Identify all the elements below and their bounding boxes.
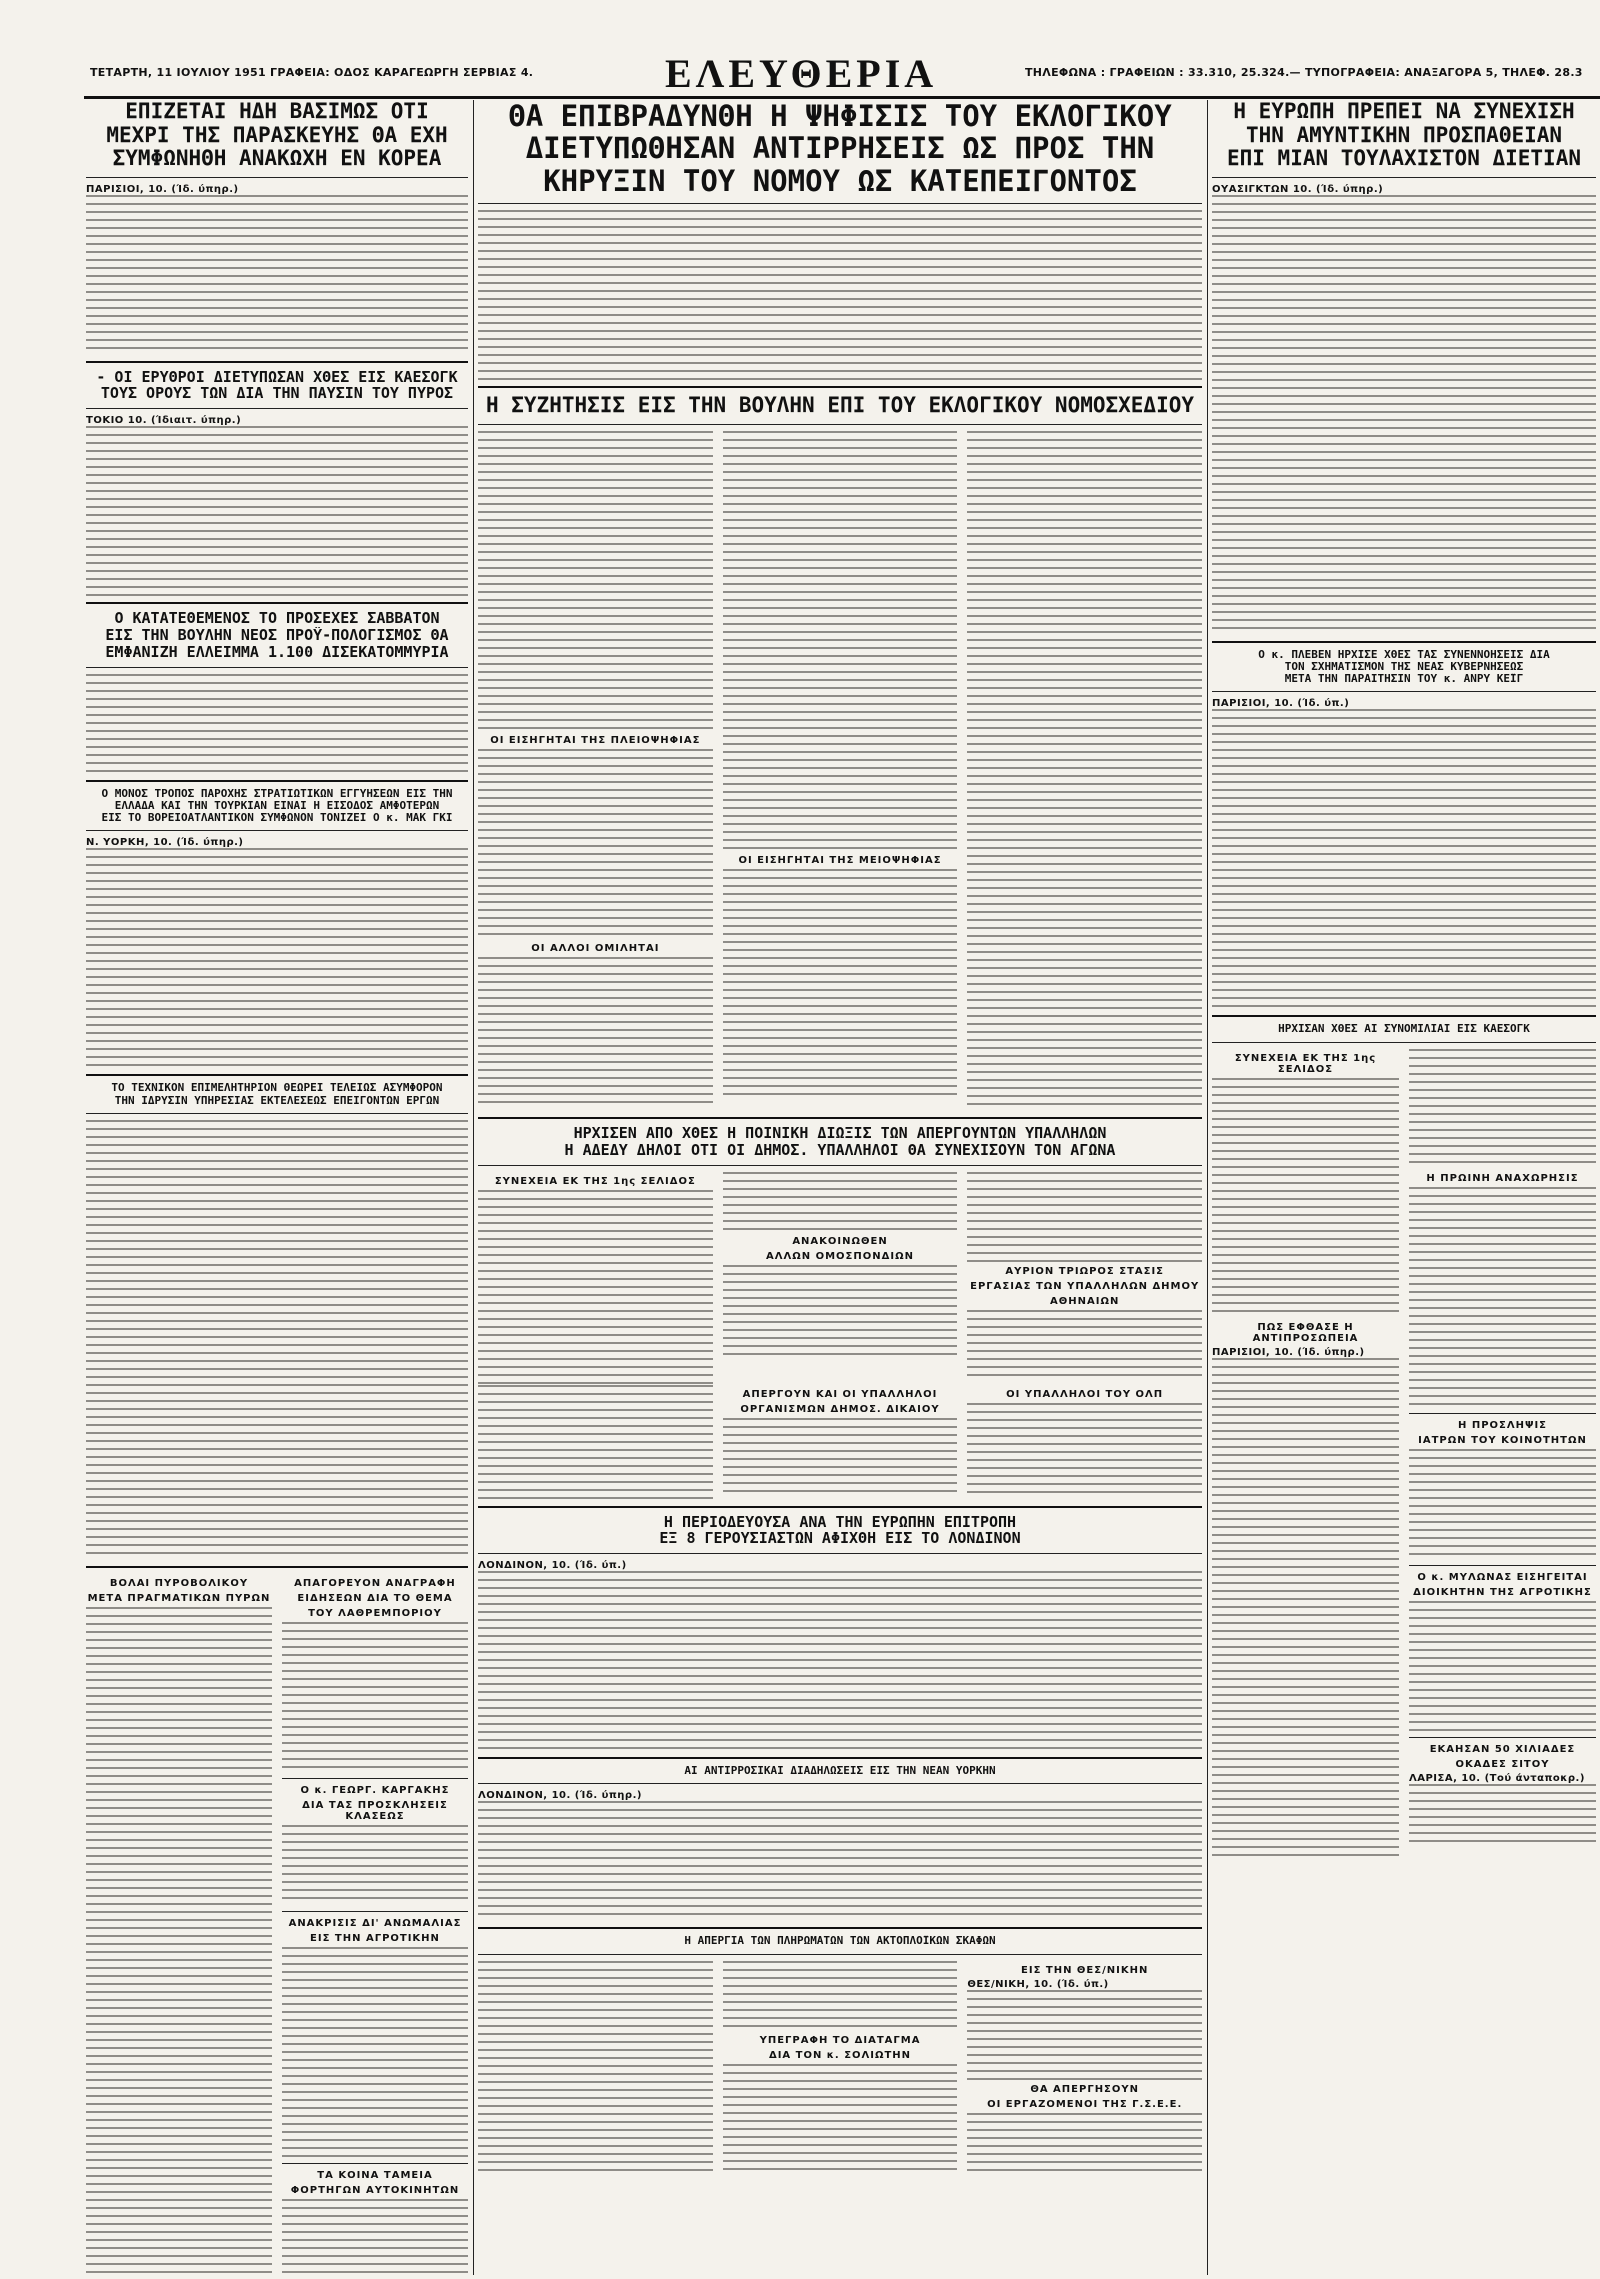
article-truck-funds xyxy=(282,2170,468,2275)
subhead-anomalies-1: ΑΝΑΚΡΙΣΙΣ ΔΙ' ΑΝΩΜΑΛΙΑΣ xyxy=(288,1918,462,1930)
article-body xyxy=(723,2064,958,2174)
article-new-york xyxy=(478,1765,1202,1921)
article-body xyxy=(282,1947,468,2157)
divider xyxy=(1409,1413,1596,1414)
continued-label: ΣΥΝΕΧΕΙΑ ΕΚ ΤΗΣ 1ης ΣΕΛΙΔΟΣ xyxy=(494,1175,696,1187)
divider xyxy=(86,780,468,782)
divider xyxy=(478,1553,1202,1554)
subhead-agrarian-1: Ο κ. ΜΥΛΩΝΑΣ ΕΙΣΗΓΕΙΤΑΙ xyxy=(1417,1571,1588,1583)
strike-columns xyxy=(478,1172,1202,1385)
headline-korea-3: ΣΥΜΦΩΝΗΘΗ ΑΝΑΚΩΧΗ ΕΝ ΚΟΡΕΑ xyxy=(112,147,442,171)
article-europe-defense xyxy=(1212,100,1596,635)
ship-columns xyxy=(478,1961,1202,2174)
article-body xyxy=(86,674,468,774)
article-body xyxy=(723,1961,958,2031)
article-body xyxy=(967,1403,1202,1498)
headline-electoral-3: ΚΗΡΥΞΙΝ ΤΟΥ ΝΟΜΟΥ ΩΣ ΚΑΤΕΠΕΙΓΟΝΤΟΣ xyxy=(543,164,1137,198)
subhead-kargakis-2: ΔΙΑ ΤΑΣ ΠΡΟΣΚΛΗΣΕΙΣ ΚΛΑΣΕΩΣ xyxy=(302,1800,448,1823)
divider xyxy=(478,1165,1202,1166)
strike-col-a xyxy=(478,1172,713,1385)
headline-pleven-1: Ο κ. ΠΛΕΒΕΝ ΗΡΧΙΣΕ ΧΘΕΣ ΤΑΣ ΣΥΝΕΝΝΟΗΣΕΙΣ ΔΙΑ xyxy=(1258,648,1550,661)
article-body xyxy=(1409,1601,1596,1731)
kaesong-col-a xyxy=(1212,1049,1399,1858)
divider xyxy=(478,1954,1202,1955)
subhead-funds-1: ΤΑ ΚΟΙΝΑ ΤΑΜΕΙΑ xyxy=(317,2170,433,2182)
headline-debate: Η ΣΥΖΗΤΗΣΙΣ ΕΙΣ ΤΗΝ ΒΟΥΛΗΝ ΕΠΙ ΤΟΥ ΕΚΛΟΓΙΚΟΥ ΝΟΜΟΣΧΕΔΙΟΥ xyxy=(485,394,1194,418)
subhead-ban-3: ΤΟΥ ΛΑΘΡΕΜΠΟΡΙΟΥ xyxy=(308,1608,442,1620)
article-body xyxy=(478,1190,713,1385)
divider xyxy=(478,1117,1202,1119)
headline-budget-3: ΕΜΦΑΝΙΖΗ ΕΛΛΕΙΜΜΑ 1.100 ΔΙΣΕΚΑΤΟΜΜΥΡΙΑ xyxy=(105,643,449,661)
article-body xyxy=(1409,1449,1596,1559)
ship-col-b xyxy=(723,1961,958,2174)
article-body xyxy=(967,1990,1202,2080)
divider xyxy=(1212,691,1596,692)
article-body xyxy=(282,1622,468,1772)
continued-label: ΣΥΝΕΧΕΙΑ ΕΚ ΤΗΣ 1ης ΣΕΛΙΔΟΣ xyxy=(1234,1052,1377,1075)
subhead-delegation: ΠΩΣ ΕΦΘΑΣΕ Η ΑΝΤΙΠΡΟΣΩΠΕΙΑ xyxy=(1252,1321,1359,1344)
article-kaesong-terms xyxy=(86,369,468,597)
headline-tech-1: ΤΟ ΤΕΧΝΙΚΟΝ ΕΠΙΜΕΛΗΤΗΡΙΟΝ ΘΕΩΡΕΙ ΤΕΛΕΙΩΣ ΑΣΥΜΦΟΡΟΝ xyxy=(111,1082,443,1095)
divider xyxy=(86,1074,468,1076)
article-body xyxy=(1409,1187,1596,1407)
article-budget xyxy=(86,610,468,773)
article-body xyxy=(723,431,958,851)
debate-col-c xyxy=(967,431,1202,1111)
dateline: ΠΑΡΙΣΙΟΙ, 10. (Ίδ. ύπηρ.) xyxy=(1212,1346,1365,1358)
divider xyxy=(1409,1737,1596,1738)
divider xyxy=(86,408,468,409)
headline-europe-1: Η ΕΥΡΩΠΗ ΠΡΕΠΕΙ ΝΑ ΣΥΝΕΧΙΣΗ xyxy=(1233,100,1575,123)
headline-military-2: ΕΛΛΑΔΑ ΚΑΙ ΤΗΝ ΤΟΥΡΚΙΑΝ ΕΙΝΑΙ Η ΕΙΣΟΔΟΣ ΑΜΦΟΤΕΡΩΝ xyxy=(114,799,440,812)
headline-ship-crews: Η ΑΠΕΡΓΙΑ ΤΩΝ ΠΛΗΡΩΜΑΤΩΝ ΤΩΝ ΑΚΤΟΠΛΟΪΚΩΝ ΣΚΑΦΩΝ xyxy=(684,1935,996,1948)
article-body xyxy=(478,210,1202,380)
subhead-ban-2: ΕΙΔΗΣΕΩΝ ΔΙΑ ΤΟ ΘΕΜΑ xyxy=(297,1593,453,1605)
article-body xyxy=(1212,195,1596,635)
headline-korea-2: ΜΕΧΡΙ ΤΗΣ ΠΑΡΑΣΚΕΥΗΣ ΘΑ ΕΧΗ xyxy=(106,123,448,147)
divider xyxy=(282,1778,468,1779)
headline-kaesong-talks: ΗΡΧΙΣΑΝ ΧΘΕΣ ΑΙ ΣΥΝΟΜΙΛΙΑΙ ΕΙΣ ΚΑΕΣΟΓΚ xyxy=(1278,1023,1530,1036)
divider xyxy=(86,361,468,363)
dateline: ΤΟΚΙΟ 10. (Ίδιαιτ. ύπηρ.) xyxy=(86,415,242,427)
article-electoral-law xyxy=(478,100,1202,380)
dateline: ΟΥΑΣΙΓΚΤΩΝ 10. (Ίδ. ύπηρ.) xyxy=(1212,183,1384,195)
article-strike xyxy=(478,1125,1202,1500)
article-body xyxy=(967,431,1202,1111)
divider xyxy=(478,1927,1202,1929)
article-kaesong-talks xyxy=(1212,1023,1596,1857)
kaesong-talks-columns xyxy=(1212,1049,1596,1858)
column-divider xyxy=(1207,100,1208,2275)
article-technical-chamber xyxy=(86,1082,468,1560)
article-body xyxy=(478,1961,713,2171)
divider xyxy=(478,386,1202,388)
headline-europe-2: ΤΗΝ ΑΜΥΝΤΙΚΗΝ ΠΡΟΣΠΑΘΕΙΑΝ xyxy=(1245,123,1563,147)
divider xyxy=(86,667,468,668)
headline-strike-2: Η ΑΔΕΔΥ ΔΗΛΟΙ ΟΤΙ ΟΙ ΔΗΜΟΣ. ΥΠΑΛΛΗΛΟΙ ΘΑ ΣΥΝΕΧΙΣΟΥΝ ΤΟΝ ΑΓΩΝΑ xyxy=(564,1141,1116,1159)
divider xyxy=(478,203,1202,204)
subhead-minority: ΟΙ ΕΙΣΗΓΗΤΑΙ ΤΗΣ ΜΕΙΟΨΗΦΙΑΣ xyxy=(738,854,942,866)
headline-military-3: ΕΙΣ ΤΟ ΒΟΡΕΙΟΑΤΛΑΝΤΙΚΟΝ ΣΥΜΦΩΝΟΝ ΤΟΝΙΖΕΙ Ο κ. ΜΑΚ ΓΚΙ xyxy=(101,812,453,825)
divider xyxy=(478,424,1202,425)
article-body xyxy=(478,431,713,731)
subhead-ban-1: ΑΠΑΓΟΡΕΥΟΝ ΑΝΑΓΡΑΦΗ xyxy=(294,1578,456,1590)
masthead-date-address: ΤΕΤΑΡΤΗ, 11 ΙΟΥΛΙΟΥ 1951 ΓΡΑΦΕΙΑ: ΟΔΟΣ ΚΑΡΑΓΕΩΡΓΗ ΣΕΡΒΙΑΣ 4. xyxy=(90,66,534,79)
divider xyxy=(86,830,468,831)
article-body xyxy=(967,1310,1202,1380)
strike-col-f xyxy=(967,1385,1202,1500)
right-column xyxy=(1212,100,1596,2275)
strike-col-d xyxy=(478,1385,713,1500)
article-body xyxy=(723,869,958,1099)
column-divider xyxy=(473,100,474,2275)
article-body xyxy=(86,848,468,1068)
subhead-public-law-1: ΑΠΕΡΓΟΥΝ ΚΑΙ ΟΙ ΥΠΑΛΛΗΛΟΙ xyxy=(742,1388,938,1400)
subhead-wheat-2: ΟΚΑΔΕΣ ΣΙΤΟΥ xyxy=(1455,1758,1550,1770)
headline-kaesong-1: - ΟΙ ΕΡΥΘΡΟΙ ΔΙΕΤΥΠΩΣΑΝ ΧΘΕΣ ΕΙΣ ΚΑΕΣΟΓΚ xyxy=(96,368,458,386)
subhead-artillery-2: ΜΕΤΑ ΠΡΑΓΜΑΤΙΚΩΝ ΠΥΡΩΝ xyxy=(87,1593,271,1605)
article-body xyxy=(86,195,468,355)
divider xyxy=(86,602,468,604)
divider xyxy=(86,1566,468,1568)
subhead-stoppage-2: ΕΡΓΑΣΙΑΣ ΤΩΝ ΥΠΑΛΛΗΛΩΝ ΔΗΜΟΥ xyxy=(970,1280,1200,1292)
headline-new-york: ΑΙ ΑΝΤΙΡΡΟΣΙΚΑΙ ΔΙΑΔΗΛΩΣΕΙΣ ΕΙΣ ΤΗΝ ΝΕΑΝ ΥΟΡΚΗΝ xyxy=(684,1765,996,1778)
dateline: ΠΑΡΙΣΙΟΙ, 10. (Ίδ. ύπ.) xyxy=(1212,698,1350,710)
headline-kaesong-2: ΤΟΥΣ ΟΡΟΥΣ ΤΩΝ ΔΙΑ ΤΗΝ ΠΑΥΣΙΝ ΤΟΥ ΠΥΡΟΣ xyxy=(100,385,454,403)
article-ship-crews xyxy=(478,1935,1202,2173)
subhead-funds-2: ΦΟΡΤΗΓΩΝ ΑΥΤΟΚΙΝΗΤΩΝ xyxy=(290,2185,460,2197)
strike-columns-lower xyxy=(478,1385,1202,1500)
article-body xyxy=(478,957,713,1107)
subhead-morning-departure: Η ΠΡΩΙΝΗ ΑΝΑΧΩΡΗΣΙΣ xyxy=(1426,1172,1579,1184)
article-body xyxy=(86,426,468,596)
masthead-rule xyxy=(84,96,1600,99)
masthead xyxy=(90,50,1600,96)
article-military-guarantees xyxy=(86,788,468,1069)
left-column xyxy=(86,100,468,2275)
article-body xyxy=(282,2199,468,2275)
headline-electoral-2: ΔΙΕΤΥΠΩΘΗΣΑΝ ΑΝΤΙΡΡΗΣΕΙΣ ΩΣ ΠΡΟΣ ΤΗΝ xyxy=(525,132,1155,165)
debate-col-b xyxy=(723,431,958,1111)
subhead-wheat-1: ΕΚΑΗΣΑΝ 50 ΧΙΛΙΑΔΕΣ xyxy=(1429,1743,1576,1755)
dateline: Ν. ΥΟΡΚΗ, 10. (Ίδ. ύπηρ.) xyxy=(86,837,244,849)
article-anomalies xyxy=(282,1918,468,2157)
subhead-stoppage-3: ΑΘΗΝΑΙΩΝ xyxy=(1050,1295,1120,1307)
divider xyxy=(1212,177,1596,178)
headline-budget-1: Ο ΚΑΤΑΤΕΘΕΜΕΝΟΣ ΤΟ ΠΡΟΣΕΧΕΣ ΣΑΒΒΑΤΟΝ xyxy=(114,610,440,627)
subhead-olp: ΟΙ ΥΠΑΛΛΗΛΟΙ ΤΟΥ ΟΛΠ xyxy=(1006,1388,1164,1400)
article-body xyxy=(967,2113,1202,2173)
article-body xyxy=(723,1418,958,1498)
headline-senators-2: ΕΞ 8 ΓΕΡΟΥΣΙΑΣΤΩΝ ΑΦΙΧΘΗ ΕΙΣ ΤΟ ΛΟΝΔΙΝΟΝ xyxy=(659,1530,1021,1548)
article-body xyxy=(1212,1078,1399,1318)
dateline: ΛΑΡΙΣΑ, 10. (Τού άνταποκρ.) xyxy=(1409,1772,1585,1784)
dateline: ΛΟΝΔΙΝΟΝ, 10. (Ίδ. ύπ.) xyxy=(478,1560,627,1572)
article-body xyxy=(1212,1358,1399,1858)
newspaper-title: ΕΛΕΥΘΕΡΙΑ xyxy=(665,51,938,96)
article-body xyxy=(86,1607,272,2275)
debate-col-a xyxy=(478,431,713,1111)
divider xyxy=(86,1113,468,1114)
divider xyxy=(282,1911,468,1912)
headline-strike-1: ΗΡΧΙΣΕΝ ΑΠΟ ΧΘΕΣ Η ΠΟΙΝΙΚΗ ΔΙΩΞΙΣ ΤΩΝ ΑΠΕΡΓΟΥΝΤΩΝ ΥΠΑΛΛΗΛΩΝ xyxy=(573,1124,1107,1142)
article-body xyxy=(478,1385,713,1500)
divider xyxy=(478,1783,1202,1784)
center-column xyxy=(478,100,1202,2275)
subhead-announcement-2: ΑΛΛΩΝ ΟΜΟΣΠΟΝΔΙΩΝ xyxy=(766,1250,914,1262)
divider xyxy=(86,177,468,178)
article-body xyxy=(723,1265,958,1355)
subhead-stoppage-1: ΑΥΡΙΟΝ ΤΡΙΩΡΟΣ ΣΤΑΣΙΣ xyxy=(1005,1265,1165,1277)
ship-col-a xyxy=(478,1961,713,2174)
strike-col-e xyxy=(723,1385,958,1500)
article-body xyxy=(478,749,713,939)
subhead-artillery-1: ΒΟΛΑΙ ΠΥΡΟΒΟΛΙΚΟΥ xyxy=(109,1578,249,1590)
ship-col-c xyxy=(967,1961,1202,2174)
article-body xyxy=(1409,1784,1596,1844)
headline-europe-3: ΕΠΙ ΜΙΑΝ ΤΟΥΛΑΧΙΣΤΟΝ ΔΙΕΤΙΑΝ xyxy=(1226,147,1581,171)
subhead-decree-1: ΥΠΕΓΡΑΦΗ ΤΟ ΔΙΑΤΑΓΜΑ xyxy=(759,2034,921,2046)
subhead-announcement-1: ΑΝΑΚΟΙΝΩΘΕΝ xyxy=(792,1235,888,1247)
headline-military-1: Ο ΜΟΝΟΣ ΤΡΟΠΟΣ ΠΑΡΟΧΗΣ ΣΤΡΑΤΙΩΤΙΚΩΝ ΕΓΓΥΗΣΕΩΝ ΕΙΣ ΤΗΝ xyxy=(101,787,453,800)
kaesong-col-b xyxy=(1409,1049,1596,1858)
subhead-gsee-1: ΘΑ ΑΠΕΡΓΗΣΟΥΝ xyxy=(1030,2083,1140,2095)
headline-pleven-2: ΤΟΝ ΣΧΗΜΑΤΙΣΜΟΝ ΤΗΣ ΝΕΑΣ ΚΥΒΕΡΝΗΣΕΩΣ xyxy=(1284,660,1524,673)
divider xyxy=(1409,1565,1596,1566)
divider xyxy=(282,2163,468,2164)
subhead-thessaloniki: ΕΙΣ ΤΗΝ ΘΕΣ/ΝΙΚΗΝ xyxy=(1021,1964,1149,1976)
article-body xyxy=(967,1172,1202,1262)
article-news-ban xyxy=(282,1578,468,1772)
subhead-doctors-2: ΙΑΤΡΩΝ ΤΟΥ ΚΟΙΝΟΤΗΤΩΝ xyxy=(1418,1434,1587,1446)
debate-columns xyxy=(478,431,1202,1111)
divider xyxy=(1212,1015,1596,1017)
dateline: ΠΑΡΙΣΙΟΙ, 10. (Ίδ. ύπηρ.) xyxy=(86,183,239,195)
divider xyxy=(478,1757,1202,1759)
small-items-row xyxy=(86,1574,468,2275)
article-senators-london xyxy=(478,1514,1202,1752)
headline-korea-1: ΕΠΙΖΕΤΑΙ ΗΔΗ ΒΑΣΙΜΩΣ ΟΤΙ xyxy=(125,100,429,123)
divider xyxy=(1212,1042,1596,1043)
article-body xyxy=(478,1801,1202,1921)
article-parliament-debate xyxy=(478,394,1202,1111)
right-sub-column xyxy=(282,1574,468,2275)
subhead-kargakis-1: Ο κ. ΓΕΩΡΓ. ΚΑΡΓΑΚΗΣ xyxy=(300,1785,450,1797)
subhead-gsee-2: ΟΙ ΕΡΓΑΖΟΜΕΝΟΙ ΤΗΣ Γ.Σ.Ε.Ε. xyxy=(987,2098,1183,2110)
headline-pleven-3: ΜΕΤΑ ΤΗΝ ΠΑΡΑΙΤΗΣΙΝ ΤΟΥ κ. ΑΝΡΥ ΚΕΪΓ xyxy=(1284,673,1524,686)
subhead-doctors-1: Η ΠΡΟΣΛΗΨΙΣ xyxy=(1457,1419,1548,1431)
subhead-anomalies-2: ΕΙΣ ΤΗΝ ΑΓΡΟΤΙΚΗΝ xyxy=(310,1933,440,1945)
divider xyxy=(478,1506,1202,1508)
article-korea-armistice xyxy=(86,100,468,355)
article-body xyxy=(478,1571,1202,1751)
article-artillery xyxy=(86,1574,272,2275)
subhead-agrarian-2: ΔΙΟΙΚΗΤΗΝ ΤΗΣ ΑΓΡΟΤΙΚΗΣ xyxy=(1413,1586,1592,1598)
strike-col-b xyxy=(723,1172,958,1385)
subhead-decree-2: ΔΙΑ ΤΟΝ κ. ΣΟΛΙΩΤΗΝ xyxy=(768,2049,912,2061)
article-body xyxy=(86,1120,468,1560)
strike-col-c xyxy=(967,1172,1202,1385)
article-body xyxy=(1212,709,1596,1009)
masthead-phones: ΤΗΛΕΦΩΝΑ : ΓΡΑΦΕΙΩΝ : 33.310, 25.324.— ΤΥΠΟΓΡΑΦΕΙΑ: ΑΝΑΞΑΓΟΡΑ 5, ΤΗΛΕΦ. 28.3 xyxy=(1025,66,1583,79)
article-body xyxy=(1409,1049,1596,1169)
headline-electoral-1: ΘΑ ΕΠΙΒΡΑΔΥΝΘΗ Η ΨΗΦΙΣΙΣ ΤΟΥ ΕΚΛΟΓΙΚΟΥ xyxy=(508,100,1172,133)
article-pleven-government xyxy=(1212,649,1596,1010)
headline-budget-2: ΕΙΣ ΤΗΝ ΒΟΥΛΗΝ ΝΕΟΣ ΠΡΟΫ-ΠΟΛΟΓΙΣΜΟΣ ΘΑ xyxy=(105,626,449,644)
subhead-other-speakers: ΟΙ ΑΛΛΟΙ ΟΜΙΛΗΤΑΙ xyxy=(531,942,660,954)
article-body xyxy=(723,1172,958,1232)
divider xyxy=(1212,641,1596,643)
headline-tech-2: ΤΗΝ ΙΔΡΥΣΙΝ ΥΠΗΡΕΣΙΑΣ ΕΚΤΕΛΕΣΕΩΣ ΕΠΕΙΓΟΝΤΩΝ ΕΡΓΩΝ xyxy=(114,1094,440,1107)
dateline: ΘΕΣ/ΝΙΚΗ, 10. (Ίδ. ύπ.) xyxy=(967,1978,1109,1990)
article-kargakis xyxy=(282,1785,468,1905)
article-body xyxy=(282,1825,468,1905)
subhead-majority: ΟΙ ΕΙΣΗΓΗΤΑΙ ΤΗΣ ΠΛΕΙΟΨΗΦΙΑΣ xyxy=(490,734,701,746)
dateline: ΛΟΝΔΙΝΟΝ, 10. (Ίδ. ύπηρ.) xyxy=(478,1790,642,1802)
headline-senators-1: Η ΠΕΡΙΟΔΕΥΟΥΣΑ ΑΝΑ ΤΗΝ ΕΥΡΩΠΗΝ ΕΠΙΤΡΟΠΗ xyxy=(663,1513,1017,1531)
subhead-public-law-2: ΟΡΓΑΝΙΣΜΩΝ ΔΗΜΟΣ. ΔΙΚΑΙΟΥ xyxy=(740,1403,940,1415)
